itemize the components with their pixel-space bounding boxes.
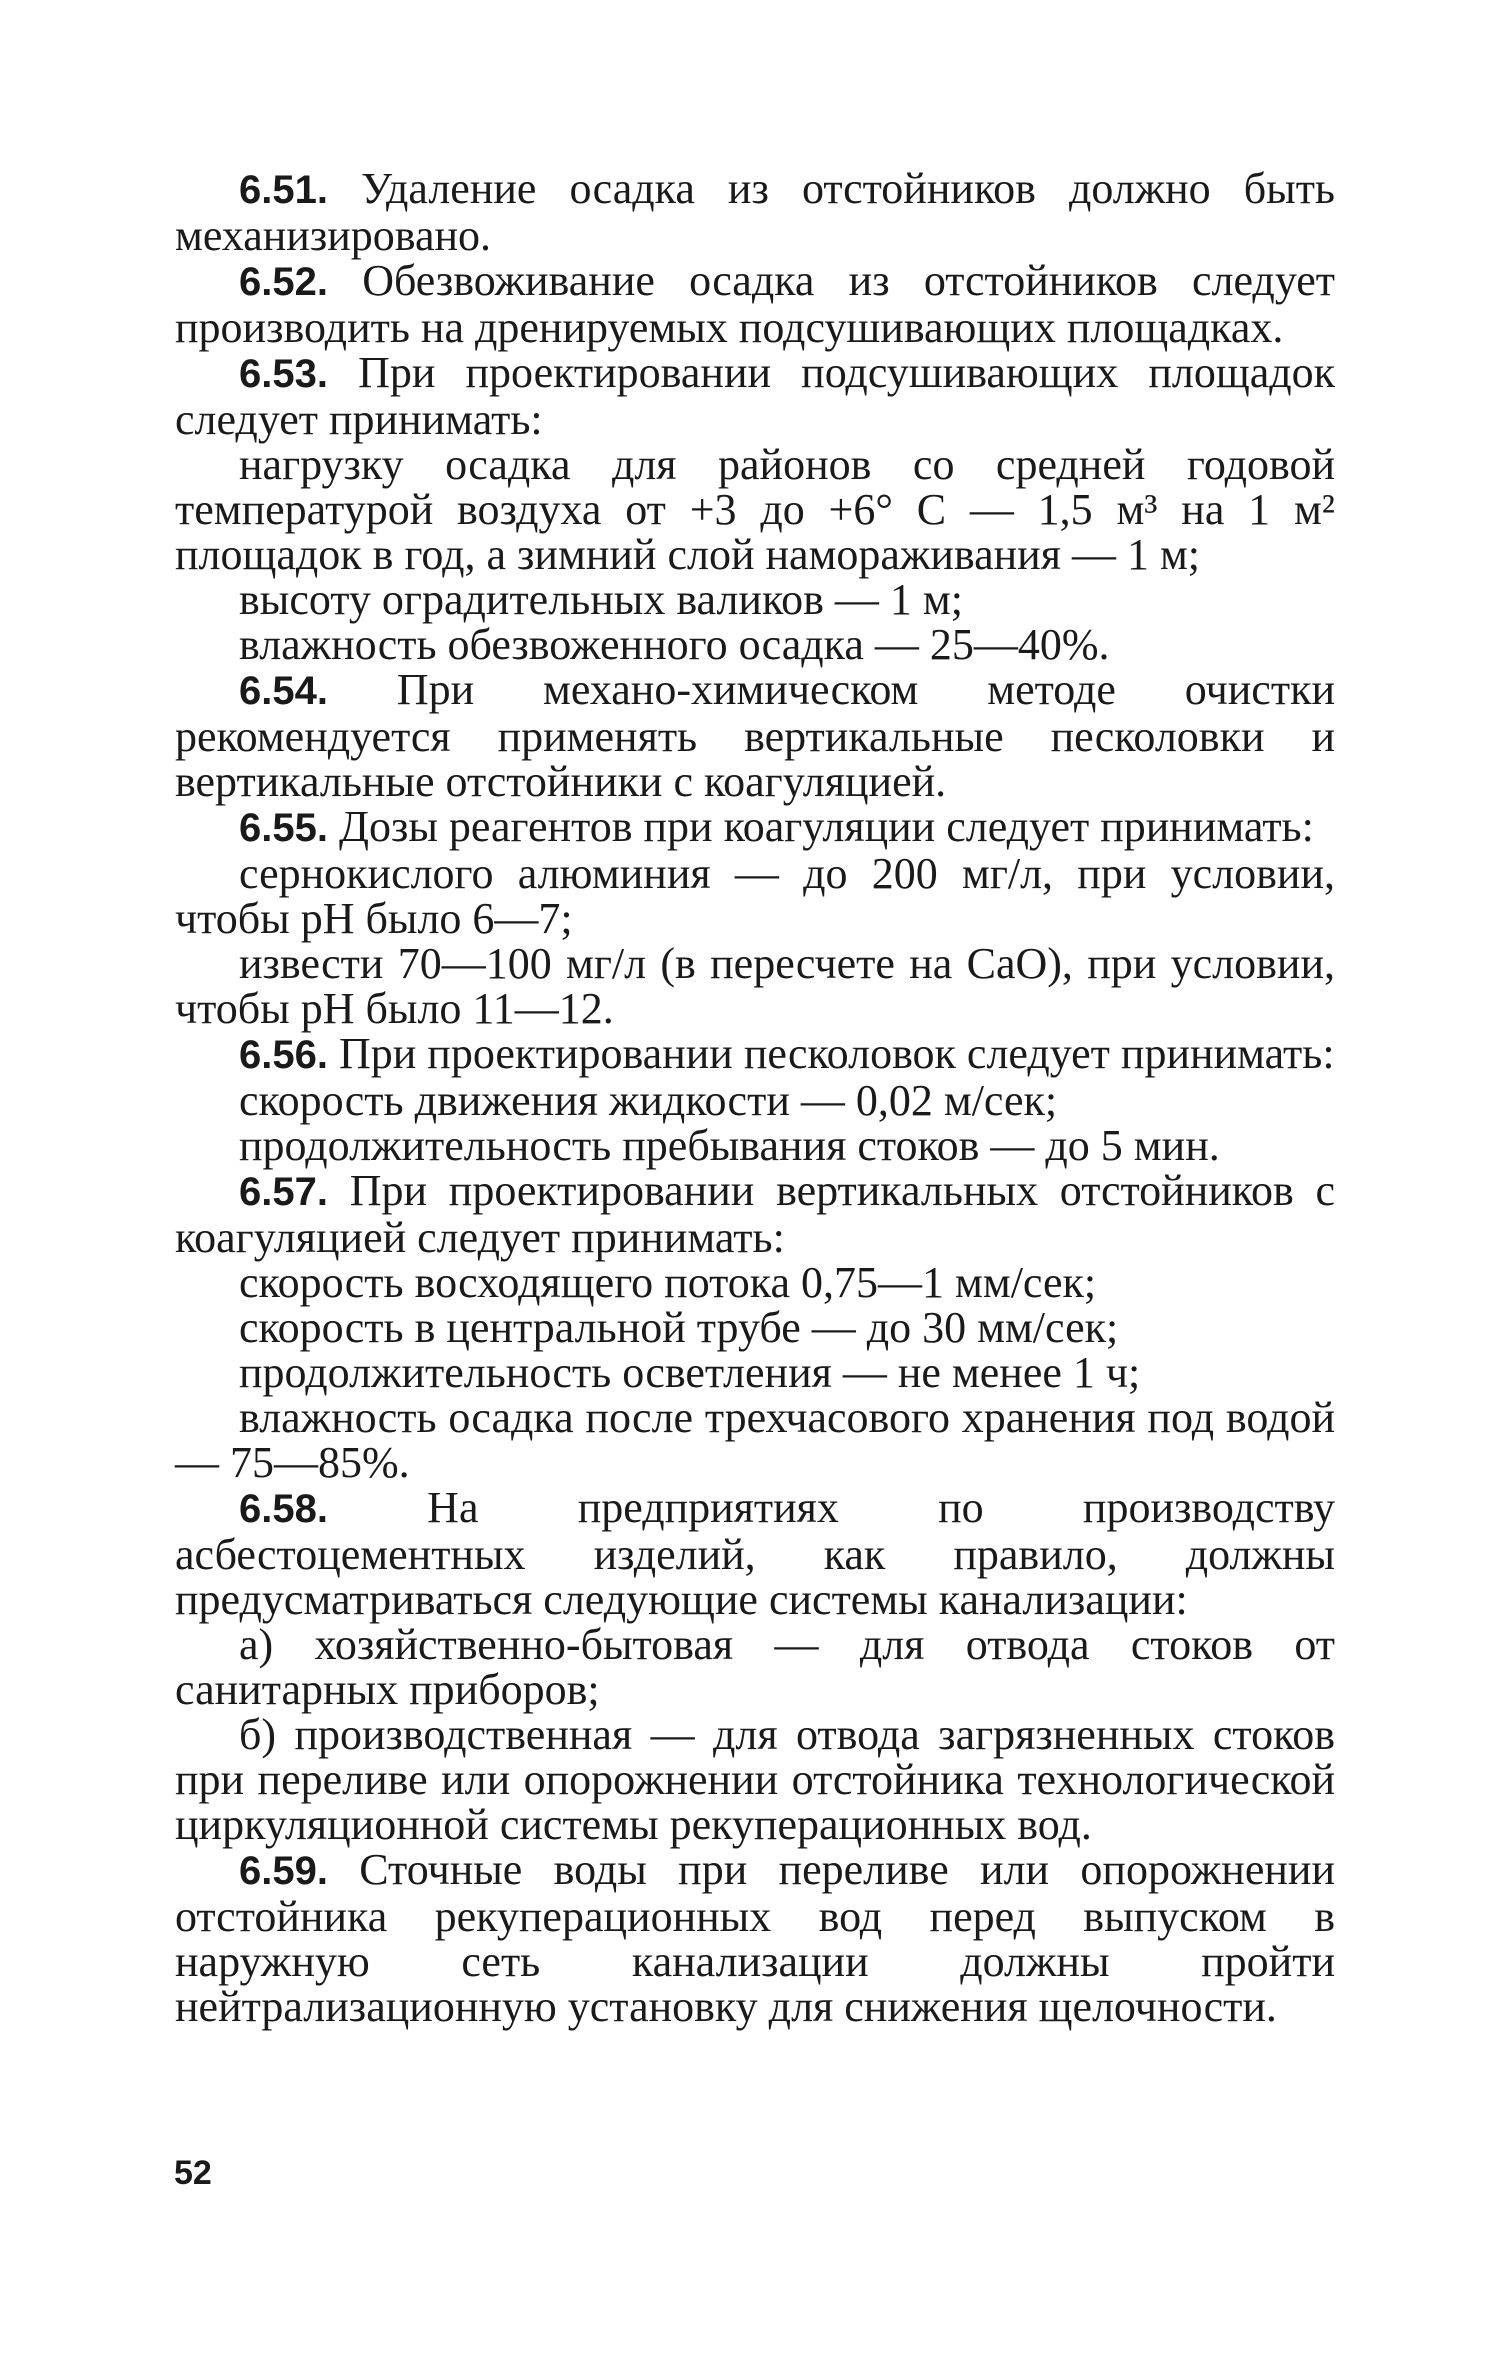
clause-text: При проектировании вертикальных отстойников с коагуляцией следует принимать: [175, 1166, 1335, 1262]
list-item: влажность обезвоженного осадка — 25—40%. [239, 620, 1110, 669]
list-item: нагрузку осадка для районов со средней годовой температурой воздуха от +3 до +6° C — 1,5 м³ на 1 м² площадок в год, а зимний слой намораживания — 1 м; [175, 440, 1335, 579]
page-number: 52 [174, 2154, 212, 2192]
list-item: высоту оградительных валиков — 1 м; [239, 575, 963, 624]
clause-6-54 [175, 667, 1335, 804]
clause-number: 6.56. [239, 1033, 328, 1077]
list-item: сернокислого алюминия — до 200 мг/л, при условии, чтобы pH было 6—7; [175, 849, 1335, 943]
list-item: влажность осадка после трехчасового хранения под водой — 75—85%. [175, 1393, 1335, 1487]
clause-6-52 [175, 258, 1335, 350]
clause-number: 6.57. [239, 1170, 328, 1214]
list-item: скорость в центральной трубе — до 30 мм/сек; [239, 1303, 1119, 1352]
clause-number: 6.59. [239, 1849, 328, 1893]
clause-6-56 [175, 1031, 1335, 1078]
list-item: извести 70—100 мг/л (в пересчете на CaO), при условии, чтобы pH было 11—12. [175, 939, 1335, 1033]
clause-text: Дозы реагентов при коагуляции следует принимать: [327, 802, 1314, 851]
clause-text: Сточные воды при переливе или опорожнении отстойника рекуперационных вод перед выпуском в наружную сеть канализации должны пройти нейтрализационную установку для снижения щелочности. [175, 1845, 1335, 2031]
clause-number: 6.55. [239, 806, 328, 850]
clause-text: При проектировании песколовок следует принимать: [327, 1029, 1335, 1078]
clause-text: Удаление осадка из отстойников должно быть механизировано. [175, 164, 1335, 260]
list-item: б) производственная — для отвода загрязненных стоков при переливе или опорожнении отстойника технологической циркуляционной системы рекуперационных вод. [175, 1710, 1335, 1849]
list-item: продолжительность пребывания стоков — до 5 мин. [239, 1121, 1220, 1170]
list-item: а) хозяйственно-бытовая — для отвода стоков от санитарных приборов; [175, 1620, 1335, 1714]
clause-number: 6.51. [239, 168, 328, 212]
clause-6-55 [175, 804, 1335, 851]
clause-text: Обезвоживание осадка из отстойников следует производить на дренируемых подсушивающих площадках. [175, 256, 1335, 352]
clause-number: 6.58. [239, 1487, 328, 1531]
document-body [175, 166, 1335, 2029]
clause-number: 6.53. [239, 352, 328, 396]
list-item: продолжительность осветления — не менее 1 ч; [239, 1348, 1141, 1397]
clause-text: На предприятиях по производству асбестоцементных изделий, как правило, должны предусматриваться следующие системы канализации: [175, 1483, 1335, 1624]
clause-6-53 [175, 350, 1335, 442]
clause-6-59 [175, 1847, 1335, 2029]
clause-number: 6.52. [239, 260, 328, 304]
clause-6-51 [175, 166, 1335, 258]
clause-text: При механо-химическом методе очистки рекомендуется применять вертикальные песколовки и вертикальные отстойники с коагуляцией. [175, 665, 1335, 806]
clause-text: При проектировании подсушивающих площадок следует принимать: [175, 348, 1335, 444]
list-item: скорость восходящего потока 0,75—1 мм/сек; [239, 1258, 1097, 1307]
clause-number: 6.54. [239, 669, 328, 713]
list-item: скорость движения жидкости — 0,02 м/сек; [239, 1076, 1058, 1125]
clause-6-58 [175, 1485, 1335, 1622]
clause-6-57 [175, 1168, 1335, 1260]
